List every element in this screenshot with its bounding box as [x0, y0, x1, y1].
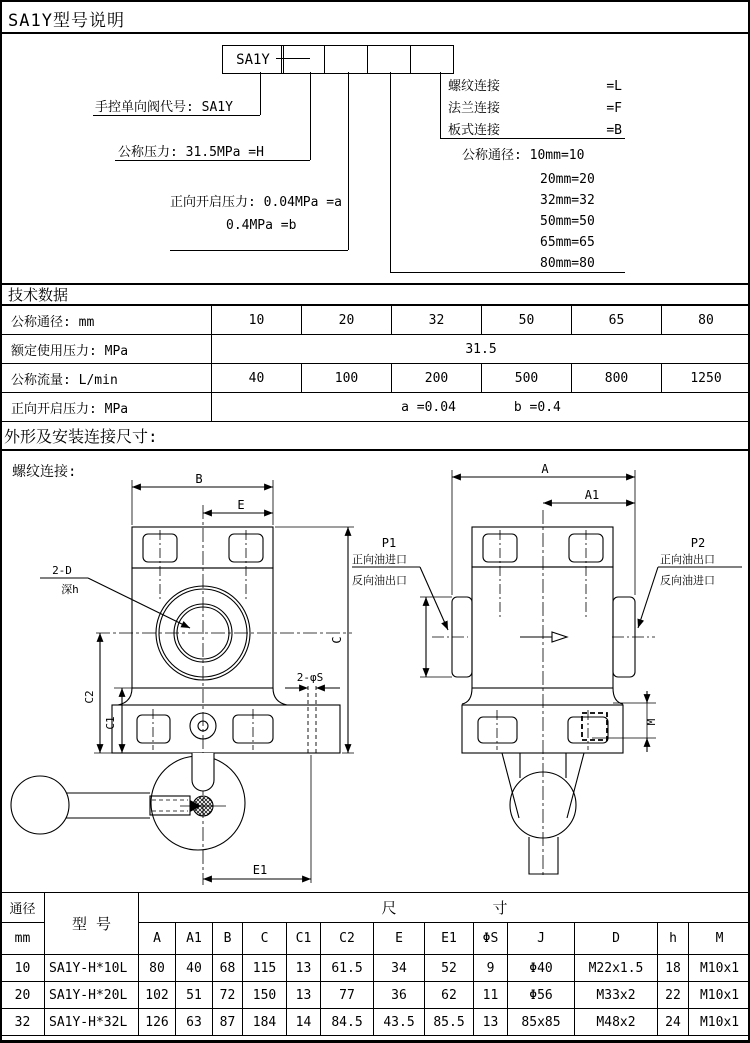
cell-dn: 32	[1, 1009, 45, 1036]
model-code-cell	[281, 45, 325, 74]
cell-model: SA1Y-H*32L	[45, 1009, 139, 1036]
diameter-option: 32mm=32	[540, 193, 595, 208]
side-view	[352, 462, 742, 878]
flow-direction-arrow	[552, 632, 567, 642]
cell: 77	[321, 982, 374, 1009]
cell: 150	[243, 982, 287, 1009]
dim-c1-label: C1	[104, 716, 117, 730]
opening-a-value: a =0.04	[401, 399, 456, 415]
cell-dn: 20	[1, 982, 45, 1009]
cell: 14	[287, 1009, 321, 1036]
leader-underline	[115, 160, 310, 161]
handle-ball	[11, 776, 69, 834]
cell: 200	[392, 364, 482, 393]
col-header: C1	[287, 923, 321, 955]
table-row	[1, 393, 750, 422]
opening-b-value: b =0.4	[513, 399, 561, 415]
cell: 68	[213, 955, 243, 982]
table-row	[1, 335, 750, 364]
tech-data-table	[0, 305, 750, 422]
table-row	[1, 955, 750, 982]
cell: 87	[213, 1009, 243, 1036]
col-header: h	[658, 923, 689, 955]
cell: 11	[474, 982, 508, 1009]
col-header: A1	[176, 923, 213, 955]
cell: 18	[658, 955, 689, 982]
dim-e-label: E	[237, 498, 245, 512]
leader-line	[390, 72, 391, 272]
model-code-cell	[367, 45, 411, 74]
dim-m-label: M	[645, 718, 658, 726]
cell: 61.5	[321, 955, 374, 982]
cell: Φ56	[508, 982, 575, 1009]
front-view	[11, 472, 354, 885]
cell: 126	[139, 1009, 176, 1036]
opening-pressure-label-b: 0.4MPa =b	[226, 218, 297, 233]
connection-option	[448, 98, 622, 120]
cell: M48x2	[575, 1009, 658, 1036]
cell: 85x85	[508, 1009, 575, 1036]
cell: 65	[572, 306, 662, 335]
cell: 52	[425, 955, 474, 982]
cell: 9	[474, 955, 508, 982]
header-size-text: 尺寸	[381, 899, 604, 917]
cell: 63	[176, 1009, 213, 1036]
cell-dn: 10	[1, 955, 45, 982]
col-header: C2	[321, 923, 374, 955]
connection-option-label: 螺纹连接	[448, 79, 501, 94]
connection-option	[448, 76, 622, 98]
row-label: 公称通径: mm	[1, 306, 212, 335]
diameter-option: 20mm=20	[540, 172, 595, 187]
dimension-table	[0, 892, 750, 1036]
connection-option-label: 板式连接	[448, 123, 501, 138]
col-header: E	[374, 923, 425, 955]
connection-option-code: =B	[606, 123, 622, 138]
tech-section-header	[0, 283, 750, 306]
col-header: J	[508, 923, 575, 955]
cell-model: SA1Y-H*20L	[45, 982, 139, 1009]
model-code-prefix-box	[222, 45, 284, 74]
cell: 31.5	[212, 335, 750, 364]
model-code-dash	[276, 58, 310, 59]
cell: M10x1	[689, 982, 750, 1009]
cell: 13	[474, 1009, 508, 1036]
cell: 32	[392, 306, 482, 335]
cell: 40	[176, 955, 213, 982]
dim-c2-label: C2	[83, 690, 96, 704]
cell: M10x1	[689, 1009, 750, 1036]
connection-option-label: 法兰连接	[448, 101, 501, 116]
cell: 51	[176, 982, 213, 1009]
port-p1-label: P1	[381, 536, 397, 550]
cell: 800	[572, 364, 662, 393]
dim-b-label: B	[195, 472, 203, 486]
model-code-prefix: SA1Y	[236, 51, 270, 68]
port-p2-line2: 反向油进口	[660, 574, 715, 587]
cell: 62	[425, 982, 474, 1009]
leader-underline	[93, 115, 260, 116]
cell-model: SA1Y-H*10L	[45, 955, 139, 982]
model-code-cell	[410, 45, 454, 74]
cell: 500	[482, 364, 572, 393]
pressure-label: 公称压力: 31.5MPa =H	[118, 145, 264, 160]
cell: 24	[658, 1009, 689, 1036]
col-header: E1	[425, 923, 474, 955]
dim-e1-label: E1	[252, 863, 268, 877]
diameter-option: 50mm=50	[540, 214, 595, 229]
cell: 36	[374, 982, 425, 1009]
header-dn-unit: mm	[1, 923, 45, 955]
cell: M10x1	[689, 955, 750, 982]
cell: 85.5	[425, 1009, 474, 1036]
connection-option-code: =L	[606, 79, 622, 94]
cell	[212, 393, 750, 422]
diameter-option: 80mm=80	[540, 256, 595, 271]
cell: 102	[139, 982, 176, 1009]
cell: 100	[302, 364, 392, 393]
port-p2-label: P2	[690, 536, 706, 550]
cell: Φ40	[508, 955, 575, 982]
hole-count-label: 2-D	[52, 564, 72, 577]
dim-a-label: A	[541, 462, 549, 476]
leader-line	[440, 72, 441, 138]
leader-underline	[170, 250, 348, 251]
cell: 10	[212, 306, 302, 335]
table-row	[1, 306, 750, 335]
cell: 80	[662, 306, 750, 335]
technical-drawing	[0, 450, 750, 888]
cell: 115	[243, 955, 287, 982]
connection-options	[448, 76, 622, 142]
outline-section-title: 外形及安装连接尺寸:	[4, 427, 158, 446]
cut-off-row-line	[0, 1040, 750, 1042]
diameter-options	[540, 169, 595, 274]
thread-connection-label: 螺纹连接:	[12, 464, 77, 480]
cell: 80	[139, 955, 176, 982]
model-code-diagram	[0, 32, 750, 285]
table-row	[1, 982, 750, 1009]
diameter-option: 65mm=65	[540, 235, 595, 250]
dim-phi-s-label: 2-φS	[296, 671, 324, 684]
cell: 84.5	[321, 1009, 374, 1036]
connection-option-code: =F	[606, 101, 622, 116]
model-code-cells	[282, 45, 454, 74]
cell: 13	[287, 982, 321, 1009]
cell: M22x1.5	[575, 955, 658, 982]
leader-line	[310, 72, 311, 160]
dim-c-label: C	[330, 636, 344, 644]
outline-section-header	[0, 422, 750, 451]
cell: 34	[374, 955, 425, 982]
cell: 20	[302, 306, 392, 335]
port-p1-line2: 反向油出口	[352, 574, 407, 587]
opening-pressure-label-a: 正向开启压力: 0.04MPa =a	[170, 195, 342, 210]
cell: 184	[243, 1009, 287, 1036]
designation-label: 手控单向阀代号: SA1Y	[95, 100, 233, 115]
header-dn: 通径	[1, 893, 45, 923]
row-label: 额定使用压力: MPa	[1, 335, 212, 364]
port-p1-line1: 正向油进口	[352, 553, 407, 566]
row-label: 正向开启压力: MPa	[1, 393, 212, 422]
col-header: B	[213, 923, 243, 955]
diameter-title: 公称通径: 10mm=10	[462, 148, 585, 163]
leader-line	[260, 72, 261, 115]
col-header: ΦS	[474, 923, 508, 955]
cell: 43.5	[374, 1009, 425, 1036]
cell: 1250	[662, 364, 750, 393]
cell: 72	[213, 982, 243, 1009]
header-model: 型 号	[45, 893, 139, 955]
col-header: C	[243, 923, 287, 955]
table-row	[1, 1009, 750, 1036]
cell: 13	[287, 955, 321, 982]
cell: 40	[212, 364, 302, 393]
tech-section-title: 技术数据	[8, 286, 69, 304]
row-label: 公称流量: L/min	[1, 364, 212, 393]
page-title: SA1Y型号说明	[8, 11, 125, 31]
col-header: D	[575, 923, 658, 955]
table-header-row	[1, 893, 750, 923]
cell: 22	[658, 982, 689, 1009]
header-size	[139, 893, 750, 923]
table-row	[1, 364, 750, 393]
leader-line	[348, 72, 349, 250]
title-bar	[0, 0, 750, 34]
cell: 50	[482, 306, 572, 335]
connection-option	[448, 120, 622, 142]
hole-depth-label: 深h	[61, 583, 79, 596]
model-code-cell	[324, 45, 368, 74]
port-p2-line1: 正向油出口	[660, 553, 715, 566]
dim-a1-label: A1	[584, 488, 600, 502]
col-header: M	[689, 923, 750, 955]
col-header: A	[139, 923, 176, 955]
cell: M33x2	[575, 982, 658, 1009]
